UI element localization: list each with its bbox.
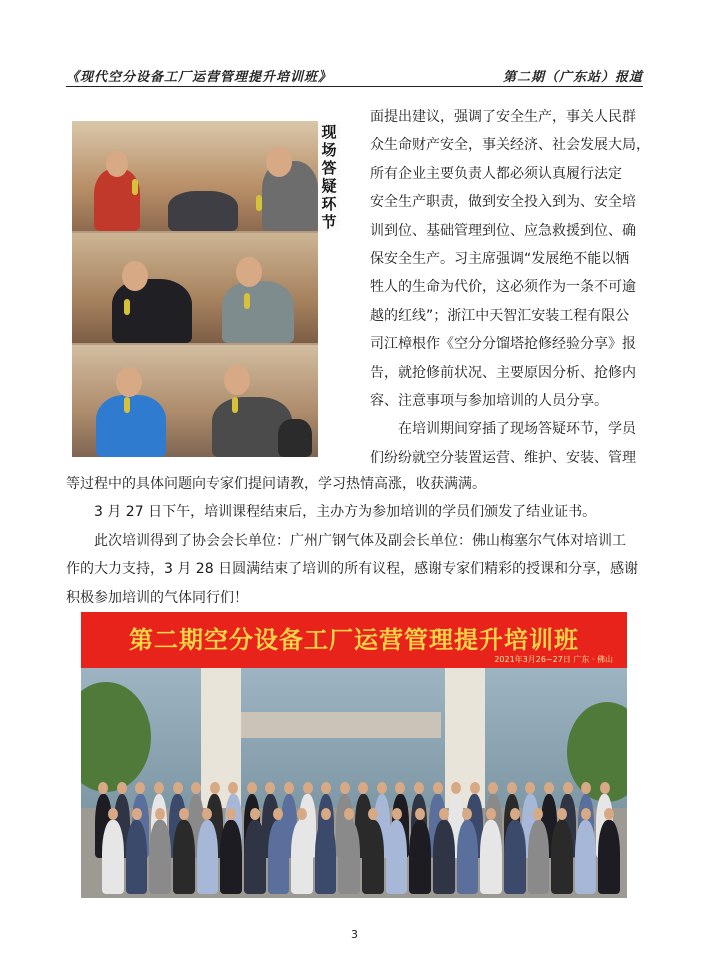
text-line: 训到位、基础管理到位、应急救援到位、确 [370,222,636,239]
group-member-head [451,782,461,794]
group-member [598,820,620,894]
group-member-head [98,782,108,794]
group-member [244,820,266,894]
group-member-head [510,808,520,820]
group-member-head [303,782,313,794]
qa-photo-2 [72,233,318,343]
group-member [173,820,195,894]
group-member-head [108,808,118,820]
group-photo-banner [81,612,627,668]
group-member [362,820,384,894]
group-member-head [321,782,331,794]
group-member [409,820,431,894]
header-left-title: 《现代空分设备工厂运营管理提升培训班》 [66,70,333,85]
group-member-head [470,782,480,794]
group-member [528,820,550,894]
group-member [386,820,408,894]
group-member-head [439,808,449,820]
header-divider [66,86,643,87]
page-number: 3 [351,928,358,941]
text-line: 容、注意事项与参加培训的人员分享。 [370,393,608,410]
group-member [291,820,313,894]
full-width-text [66,470,644,612]
group-member-head [581,782,591,794]
group-member-head [247,782,257,794]
group-member-head [507,782,517,794]
text-line: 司江樟根作《空分分馏塔抢修经验分享》报 [370,336,636,353]
group-member [268,820,290,894]
group-member-head [321,808,331,820]
group-member [480,820,502,894]
banner-title: 第二期空分设备工厂运营管理提升培训班 [129,625,579,654]
text-line: 众生命财产安全，事关经济、社会发展大局， [370,137,650,154]
group-member-head [191,782,201,794]
group-member [149,820,171,894]
group-member [433,820,455,894]
group-member-head [173,782,183,794]
group-member [457,820,479,894]
group-member-head [600,782,610,794]
group-member-head [297,808,307,820]
group-member-head [265,782,275,794]
paragraph: 3 月 27 日下午，培训课程结束后，主办方为参加培训的学员们颁发了结业证书。 [94,504,597,521]
text-line: 作的大力支持，3 月 28 日圆满结束了培训的所有议程，感谢专家们精彩的授课和分享，感谢 [66,561,639,578]
text-line: 牲人的生命为代价，这必须作为一条不可逾 [370,279,636,296]
header-right-title: 第二期（广东站）报道 [502,70,643,85]
group-member-head [395,782,405,794]
group-member-head [414,782,424,794]
text-line: 在培训期间穿插了现场答疑环节，学员 [398,421,636,438]
qa-photo-3 [72,345,318,457]
text-line: 面提出建议，强调了安全生产，事关人民群 [370,109,636,125]
group-member [575,820,597,894]
group-member-head [226,808,236,820]
text-line: 等过程中的具体问题向专家们提问请教，学习热情高涨，收获满满。 [66,476,486,492]
group-member-head [557,808,567,820]
group-member-head [377,782,387,794]
group-member-head [581,808,591,820]
group-member-head [117,782,127,794]
group-member-head [154,782,164,794]
text-line: 积极参加培训的气体同行们！ [66,589,248,606]
banner-subtitle: 2021年3月26~27日 广东 · 佛山 [494,655,613,664]
group-member-head [392,808,402,820]
text-line: 安全生产职责，做到安全投入到为、安全培 [370,194,636,211]
group-member [504,820,526,894]
text-line: 保安全生产。习主席强调“发展绝不能以牺 [370,251,630,268]
group-member-head [368,808,378,820]
group-member-head [228,782,238,794]
group-member-head [525,782,535,794]
text-line: 告，就抢修前状况、主要原因分析、抢修内 [370,364,636,381]
text-line: 们纷纷就空分装置运营、维护、安装、管理 [370,449,636,466]
qa-photo-1 [72,121,318,231]
group-member [338,820,360,894]
group-crowd [95,762,615,882]
group-member-head [179,808,189,820]
group-member-head [284,782,294,794]
group-member-head [250,808,260,820]
side-text-block [370,103,650,472]
text-line: 所有企业主要负责人都必须认真履行法定 [370,165,622,182]
group-member [126,820,148,894]
group-member-head [340,782,350,794]
group-member-head [132,808,142,820]
group-member [197,820,219,894]
group-photo [81,612,627,898]
group-member-head [135,782,145,794]
text-line: 此次培训得到了协会会长单位：广州广钢气体及副会长单位：佛山梅塞尔气体对培训工 [94,532,626,549]
group-member-head [433,782,443,794]
group-member-head [358,782,368,794]
group-member-head [486,808,496,820]
group-member-head [488,782,498,794]
text-line: 越的红线”；浙江中天智汇安装工程有限公 [370,307,630,324]
group-member [315,820,337,894]
group-member-head [563,782,573,794]
qa-section-label-vertical: 现 场 答 疑 环 节 [318,121,340,231]
qa-photo-collage [72,121,318,457]
group-member [102,820,124,894]
group-member-head [544,782,554,794]
group-member-head [210,782,220,794]
group-member [220,820,242,894]
group-member [551,820,573,894]
